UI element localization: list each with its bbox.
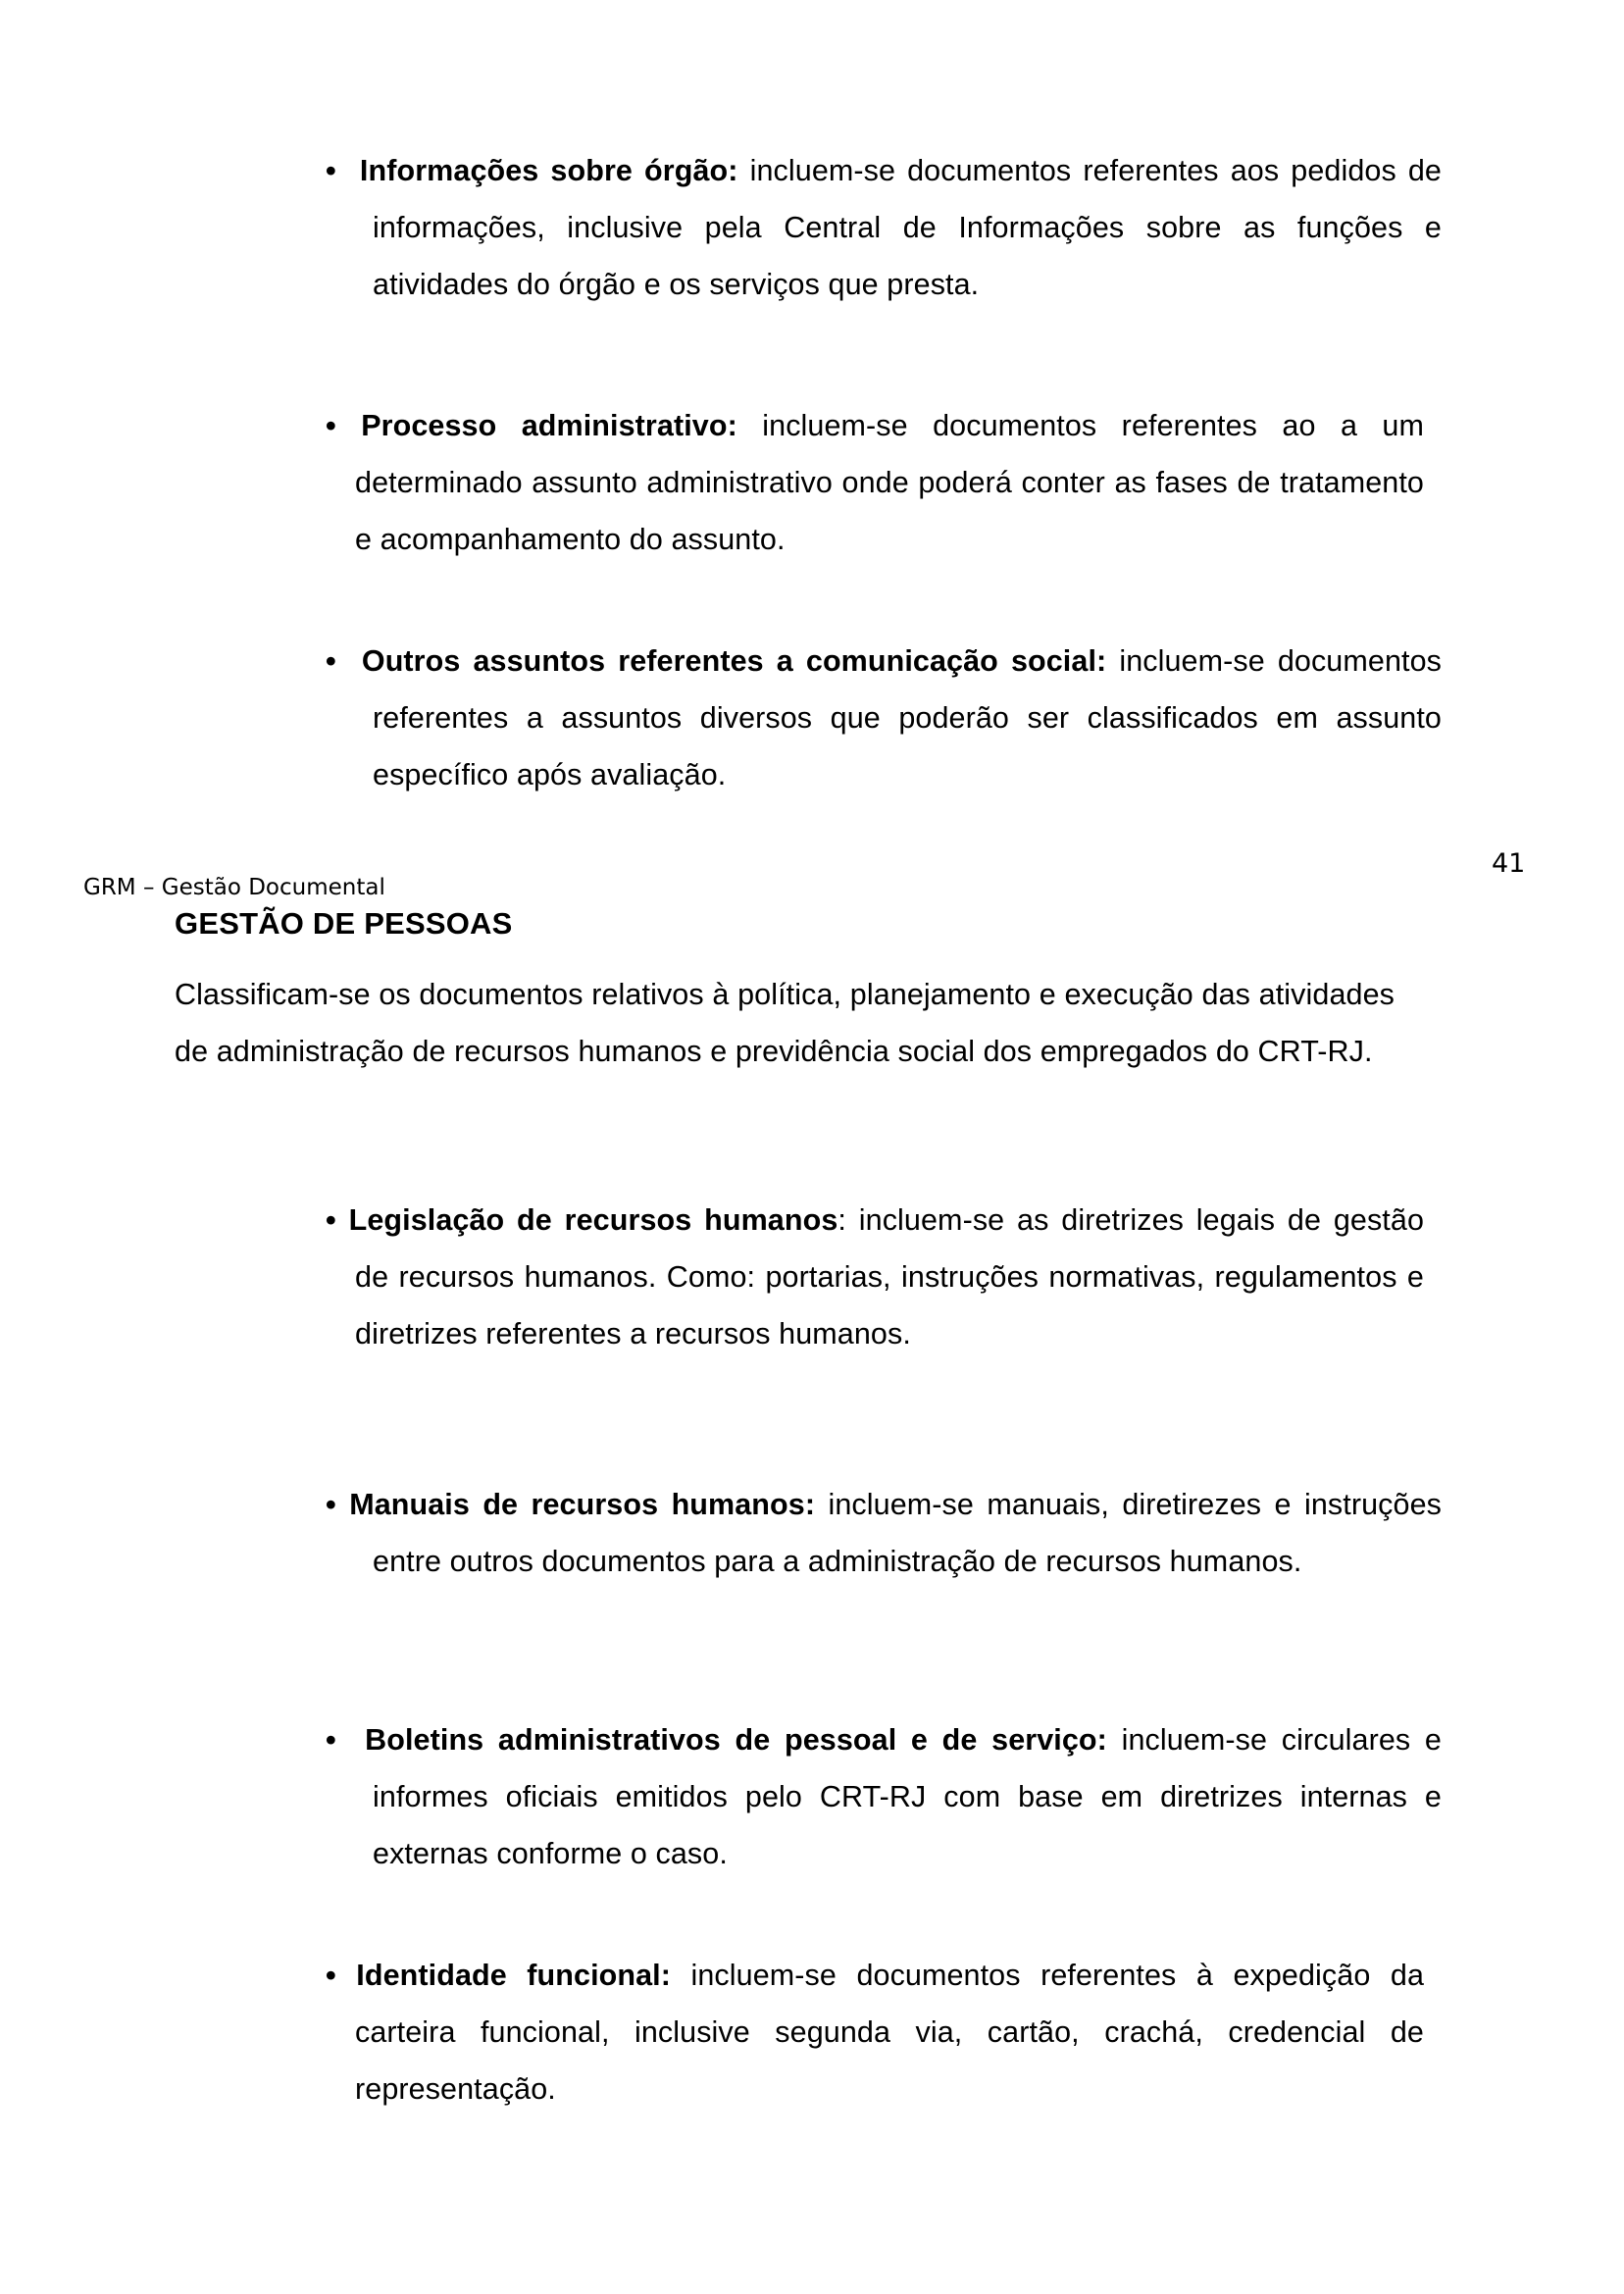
bullet-body-text: incluem-se circulares e informes oficiais emitidos pelo CRT-RJ com base em diretrizes internas e externas conforme o caso.	[373, 1723, 1442, 1870]
section-heading-gestao-de-pessoas: GESTÃO DE PESSOAS	[175, 906, 513, 941]
bullet-marker-icon: •	[326, 1203, 336, 1237]
bullet-lead-label: Legislação de recursos humanos	[348, 1203, 838, 1237]
bullet-lead-label: Outros assuntos referentes a comunicação social:	[361, 644, 1107, 678]
bullet-lead-label: Processo administrativo:	[361, 409, 737, 442]
bullet-item-manuais-recursos-humanos	[326, 1476, 1442, 1590]
running-header: GRM – Gestão Documental	[83, 875, 385, 900]
bullet-item-identidade-funcional	[326, 1947, 1424, 2117]
bullet-marker-icon: •	[326, 154, 336, 187]
bullet-marker-icon: •	[326, 1959, 336, 1992]
bullet-lead-label: Boletins administrativos de pessoal e de serviço:	[365, 1723, 1107, 1757]
bullet-body-text: incluem-se documentos referentes à expedição da carteira funcional, inclusive segunda via, cartão, crachá, credencial de representação.	[355, 1959, 1425, 2106]
bullet-item-boletins-administrativos	[326, 1711, 1442, 1882]
bullet-marker-icon: •	[326, 1488, 336, 1521]
intro-paragraph: Classificam-se os documentos relativos à política, planejamento e execução das atividades de administração de recursos humanos e previdência social dos empregados do CRT-RJ.	[175, 978, 1395, 1068]
bullet-body-text: incluem-se documentos referentes aos pedidos de informações, inclusive pela Central de Informações sobre as funções e atividades do órgão e os serviços que presta.	[373, 154, 1442, 301]
bullet-lead-label: Identidade funcional:	[356, 1959, 671, 1992]
bullet-marker-icon: •	[326, 644, 336, 678]
bullet-lead-label: Informações sobre órgão:	[359, 154, 738, 187]
bullet-item-informacoes-sobre-orgao	[326, 142, 1442, 313]
bullet-marker-icon: •	[326, 1723, 336, 1757]
bullet-marker-icon: •	[326, 409, 336, 442]
bullet-item-legislacao-recursos-humanos	[326, 1192, 1424, 1362]
bullet-body-text: incluem-se manuais, diretirezes e instruções entre outros documentos para a administração de recursos humanos.	[373, 1488, 1442, 1578]
bullet-lead-label: Manuais de recursos humanos:	[349, 1488, 816, 1521]
bullet-body-text: : incluem-se as diretrizes legais de gestão de recursos humanos. Como: portarias, instruções normativas, regulamentos e diretrizes referentes a recursos humanos.	[355, 1203, 1425, 1351]
bullet-item-outros-assuntos-comunicacao-social	[326, 633, 1442, 803]
bullet-body-text: incluem-se documentos referentes a assuntos diversos que poderão ser classificados em assunto específico após avaliação.	[373, 644, 1442, 791]
bullet-body-text: incluem-se documentos referentes ao a um determinado assunto administrativo onde poderá conter as fases de tratamento e acompanhamento do assunto.	[355, 409, 1424, 556]
page-number: 41	[1492, 848, 1526, 879]
bullet-item-processo-administrativo	[326, 397, 1424, 568]
